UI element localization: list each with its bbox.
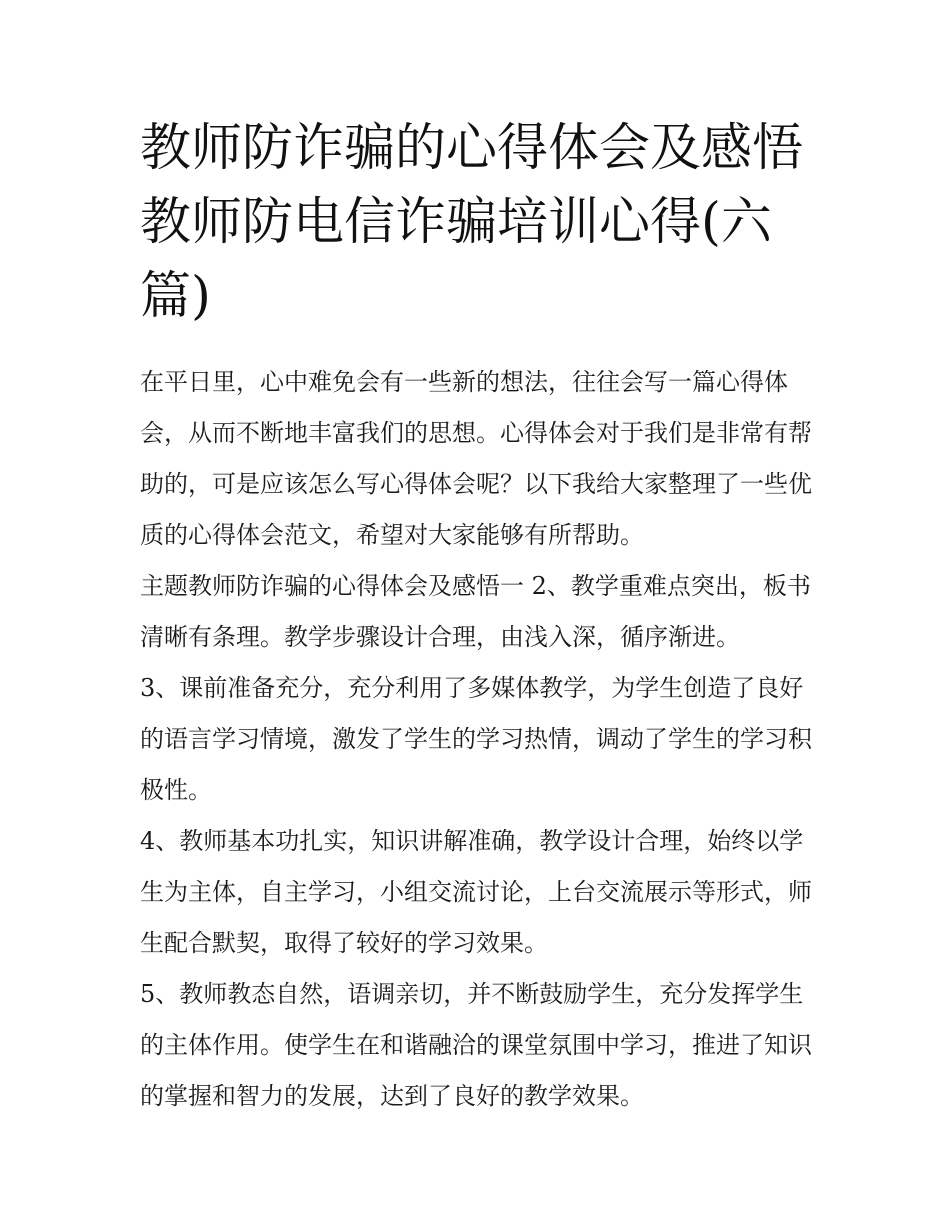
document-body: [140, 357, 820, 1122]
paragraph-intro: 在平日里，心中难免会有一些新的想法，往往会写一篇心得体会，从而不断地丰富我们的思想。心得体会对于我们是非常有帮助的，可是应该怎么写心得体会呢？以下我给大家整理了一些优质的心得体会范文，希望对大家能够有所帮助。: [140, 368, 812, 549]
paragraph-point-4: 4、教师基本功扎实，知识讲解准确，教学设计合理，始终以学生为主体，自主学习，小组交流讨论，上台交流展示等形式，师生配合默契，取得了较好的学习效果。: [140, 827, 812, 957]
document-title: 教师防诈骗的心得体会及感悟教师防电信诈骗培训心得(六篇): [140, 119, 804, 326]
paragraph-point-3: 3、课前准备充分，充分利用了多媒体教学，为学生创造了良好的语言学习情境，激发了学生的学习热情，调动了学生的学习积极性。: [140, 674, 812, 804]
paragraph-point-5: 5、教师教态自然，语调亲切，并不断鼓励学生，充分发挥学生的主体作用。使学生在和谐融洽的课堂氛围中学习，推进了知识的掌握和智力的发展，达到了良好的教学效果。: [140, 980, 812, 1110]
paragraph-point-2: 主题教师防诈骗的心得体会及感悟一 2、教学重难点突出，板书清晰有条理。教学步骤设计合理，由浅入深，循序渐进。: [140, 572, 811, 651]
